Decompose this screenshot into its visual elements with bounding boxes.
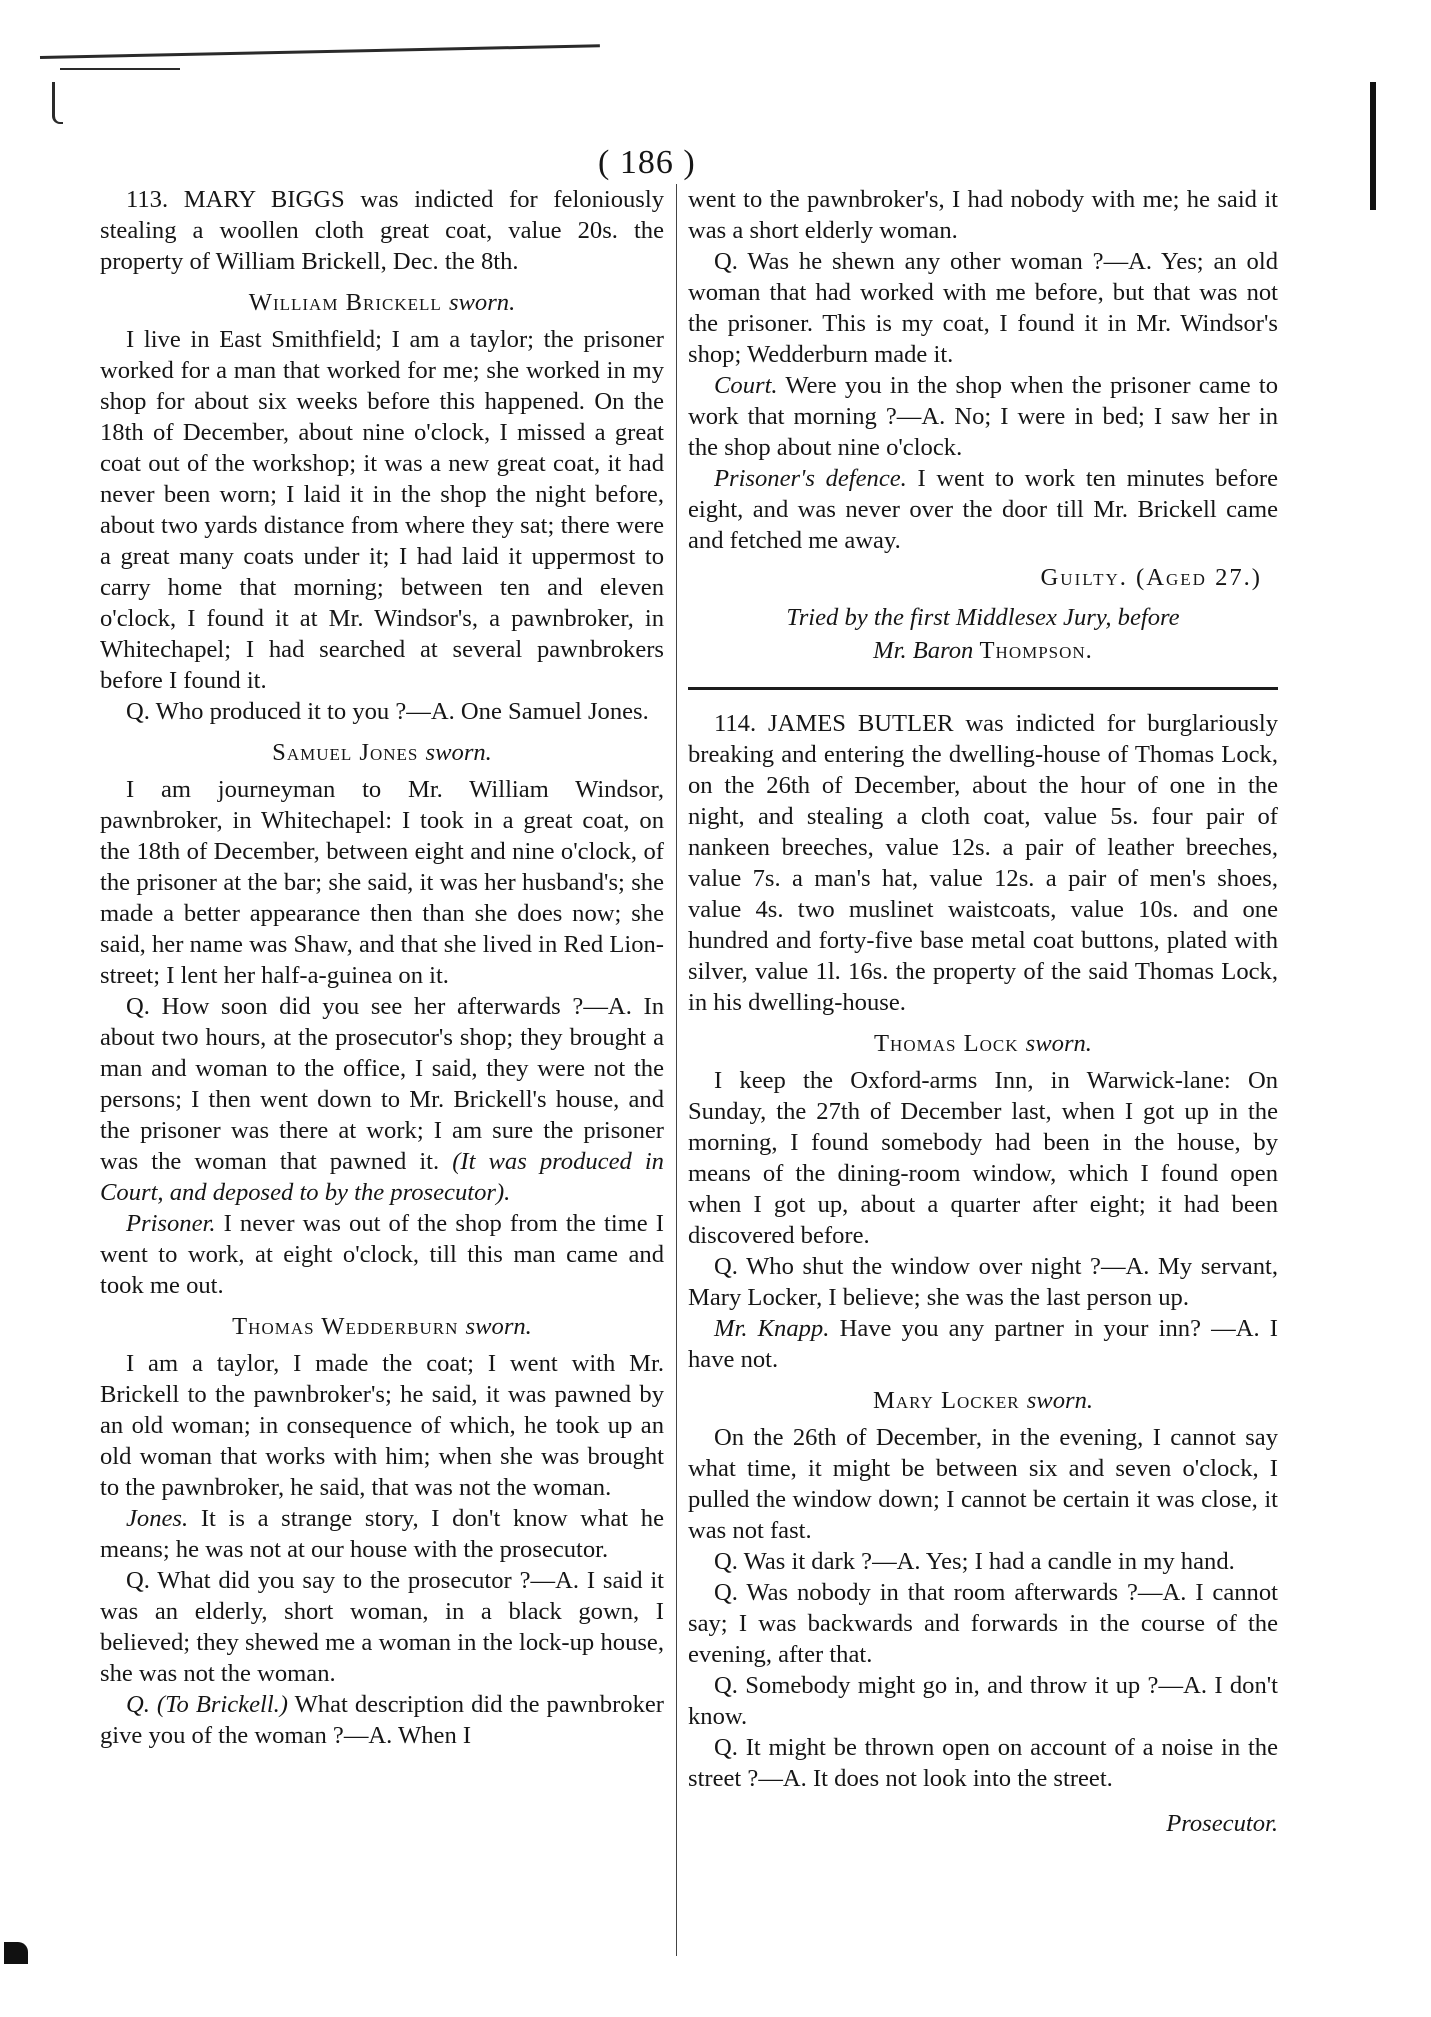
qa-text: Q. It might be thrown open on account of a noise in the street ?—A. It does not look into the street. xyxy=(688,1734,1278,1792)
witness-name: Mary Locker xyxy=(872,1387,1020,1414)
trial-judge-title: Mr. Baron xyxy=(873,637,974,664)
question-answer xyxy=(100,1565,664,1689)
question-answer xyxy=(100,991,664,1208)
question-answer xyxy=(688,1251,1278,1313)
qa-text: Q. How soon did you see her afterwards ?—A. In about two hours, at the prosecutor's shop; they brought a man and woman to the office, I said, they were not the persons; I then went down to Mr. Brickell's house, and the prisoner was there at work; I am sure the prisoner was the woman that pawned it. xyxy=(100,993,664,1175)
question-answer xyxy=(688,246,1278,370)
question-answer xyxy=(688,1732,1278,1794)
witness-name: William Brickell xyxy=(248,289,442,316)
speaker-paragraph xyxy=(100,1208,664,1301)
speaker-text: I went to work ten minutes before eight, and was never over the door till Mr. Brickell came and fetched me away. xyxy=(688,465,1278,554)
catchword: Prosecutor. xyxy=(1166,1810,1278,1837)
question-answer xyxy=(688,1670,1278,1732)
speaker-label: Prisoner. xyxy=(126,1210,216,1237)
trial-judge-name: Thompson. xyxy=(979,637,1093,664)
witness-name: Thomas Wedderburn xyxy=(232,1313,459,1340)
column-divider xyxy=(676,184,677,1956)
trial-line: Tried by the first Middlesex Jury, before xyxy=(786,604,1180,631)
speaker-text: Have you any partner in your inn? —A. I have not. xyxy=(688,1315,1278,1373)
corner-mark xyxy=(4,1942,28,1964)
speaker-text: It is a strange story, I don't know what he means; he was not at our house with the prosecutor. xyxy=(100,1505,664,1563)
paragraph: I am journeyman to Mr. William Windsor, pawnbroker, in Whitechapel: I took in a great coat, on the 18th of December, between eight and nine o'clock, of the prisoner at the bar; she said, it was her husband's; she made a better appearance then than she does now; she said, her name was Shaw, and that she lived in Red Lion-street; I lent her half-a-guinea on it. xyxy=(100,776,664,989)
qa-text: Q. Was nobody in that room afterwards ?—A. I cannot say; I was backwards and forwards in the course of the evening, after that. xyxy=(688,1579,1278,1668)
question-answer xyxy=(688,1577,1278,1670)
qa-text: Q. Somebody might go in, and throw it up ?—A. I don't know. xyxy=(688,1672,1278,1730)
witness-name: Samuel Jones xyxy=(272,739,419,766)
paragraph: I am a taylor, I made the coat; I went with Mr. Brickell to the pawnbroker's; he said, it was pawned by an old woman; in consequence of which, he took up an old woman that works with him; when she was brought to the pawnbroker, he said, that was not the woman. xyxy=(100,1350,664,1501)
top-rule-short xyxy=(60,68,180,70)
question-answer xyxy=(100,696,664,727)
witness-heading xyxy=(100,737,664,768)
sworn-label: sworn. xyxy=(425,739,492,766)
qa-text: Q. Who produced it to you ?—A. One Samuel Jones. xyxy=(126,698,649,725)
page-number: ( 186 ) xyxy=(598,144,696,181)
question-prefix: Q. xyxy=(126,1691,150,1718)
margin-mark xyxy=(52,82,63,124)
witness-name: Thomas Lock xyxy=(874,1030,1019,1057)
paragraph: I keep the Oxford-arms Inn, in Warwick-lane: On Sunday, the 27th of December last, when I got up in the morning, I found somebody had been in the house, by means of the dining-room window, which I found open when I got up, about a quarter after eight; it had been discovered before. xyxy=(688,1067,1278,1249)
sworn-label: sworn. xyxy=(1025,1030,1092,1057)
court-note: (To Brickell.) xyxy=(156,1691,288,1718)
witness-heading xyxy=(100,1311,664,1342)
sworn-label: sworn. xyxy=(448,289,516,316)
question-answer xyxy=(688,1546,1278,1577)
speaker-paragraph xyxy=(688,370,1278,463)
speaker-paragraph xyxy=(688,1313,1278,1375)
continued-paragraph: went to the pawnbroker's, I had nobody with me; he said it was a short elderly woman. xyxy=(688,186,1278,244)
witness-heading xyxy=(688,1385,1278,1416)
left-column xyxy=(100,184,664,1751)
qa-text: Q. Was he shewn any other woman ?—A. Yes; an old woman that had worked with me before, but that was not the prisoner. This is my coat, I found it in Mr. Windsor's shop; Wedderburn made it. xyxy=(688,248,1278,368)
witness-heading xyxy=(688,1028,1278,1059)
qa-text: Q. Who shut the window over night ?—A. My servant, Mary Locker, I believe; she was the last person up. xyxy=(688,1253,1278,1311)
speaker-label: Jones. xyxy=(126,1505,189,1532)
speaker-label: Mr. Knapp. xyxy=(714,1315,830,1342)
question-answer xyxy=(100,1689,664,1751)
speaker-text: Were you in the shop when the prisoner came to work that morning ?—A. No; I were in bed; I saw her in the shop about nine o'clock. xyxy=(688,372,1278,461)
speaker-text: I never was out of the shop from the time I went to work, at eight o'clock, till this man came and took me out. xyxy=(100,1210,664,1299)
edge-mark xyxy=(1370,82,1376,210)
paragraph: 114. JAMES BUTLER was indicted for burglariously breaking and entering the dwelling-house of Thomas Lock, on the 26th of December, about the hour of one in the night, and stealing a cloth coat, value 5s. four pair of nankeen breeches, value 12s. a pair of leather breeches, value 7s. a man's hat, value 12s. a pair of men's shoes, value 4s. two muslinet waistcoats, value 10s. and one hundred and forty-five base metal coat buttons, plated with silver, value 1l. 16s. the property of the said Thomas Lock, in his dwelling-house. xyxy=(688,710,1278,1016)
speaker-label: Prisoner's defence. xyxy=(714,465,907,492)
top-rule xyxy=(40,44,600,59)
sworn-label: sworn. xyxy=(465,1313,532,1340)
speaker-paragraph xyxy=(100,1503,664,1565)
witness-heading xyxy=(100,287,664,318)
paragraph: I live in East Smithfield; I am a taylor; the prisoner worked for a man that worked for me; she worked in my shop for about six weeks before this happened. On the 18th of December, about nine o'clock, I missed a great coat out of the workshop; it was a new great coat, it had never been worn; I laid it in the shop the night before, about two yards distance from where they sat; there were a great many coats under it; I had laid it uppermost to carry home that morning; between ten and eleven o'clock, I found it at Mr. Windsor's, a pawnbroker, in Whitechapel; I had searched at several pawnbrokers before I found it. xyxy=(100,326,664,694)
sworn-label: sworn. xyxy=(1026,1387,1094,1414)
right-column xyxy=(688,184,1278,1839)
qa-text: What description did the pawnbroker give you of the woman ?—A. When I xyxy=(100,1691,664,1749)
trial-note xyxy=(688,601,1278,667)
speaker-paragraph xyxy=(688,463,1278,556)
paragraph: On the 26th of December, in the evening, I cannot say what time, it might be between six and seven o'clock, I pulled the window down; I cannot be certain it was close, it was not fast. xyxy=(688,1424,1278,1544)
qa-text: Q. What did you say to the prosecutor ?—A. I said it was an elderly, short woman, in a black gown, I believed; they shewed me a woman in the lock-up house, she was not the woman. xyxy=(100,1567,664,1687)
qa-text: Q. Was it dark ?—A. Yes; I had a candle in my hand. xyxy=(714,1548,1235,1575)
court-note: (It was produced in Court, and deposed to by the prosecutor). xyxy=(100,1148,664,1206)
speaker-label: Court. xyxy=(714,372,778,399)
paragraph: 113. MARY BIGGS was indicted for feloniously stealing a woollen cloth great coat, value 20s. the property of William Brickell, Dec. the 8th. xyxy=(100,186,664,275)
verdict: Guilty. (Aged 27.) xyxy=(1040,564,1262,591)
case-separator xyxy=(688,687,1278,690)
